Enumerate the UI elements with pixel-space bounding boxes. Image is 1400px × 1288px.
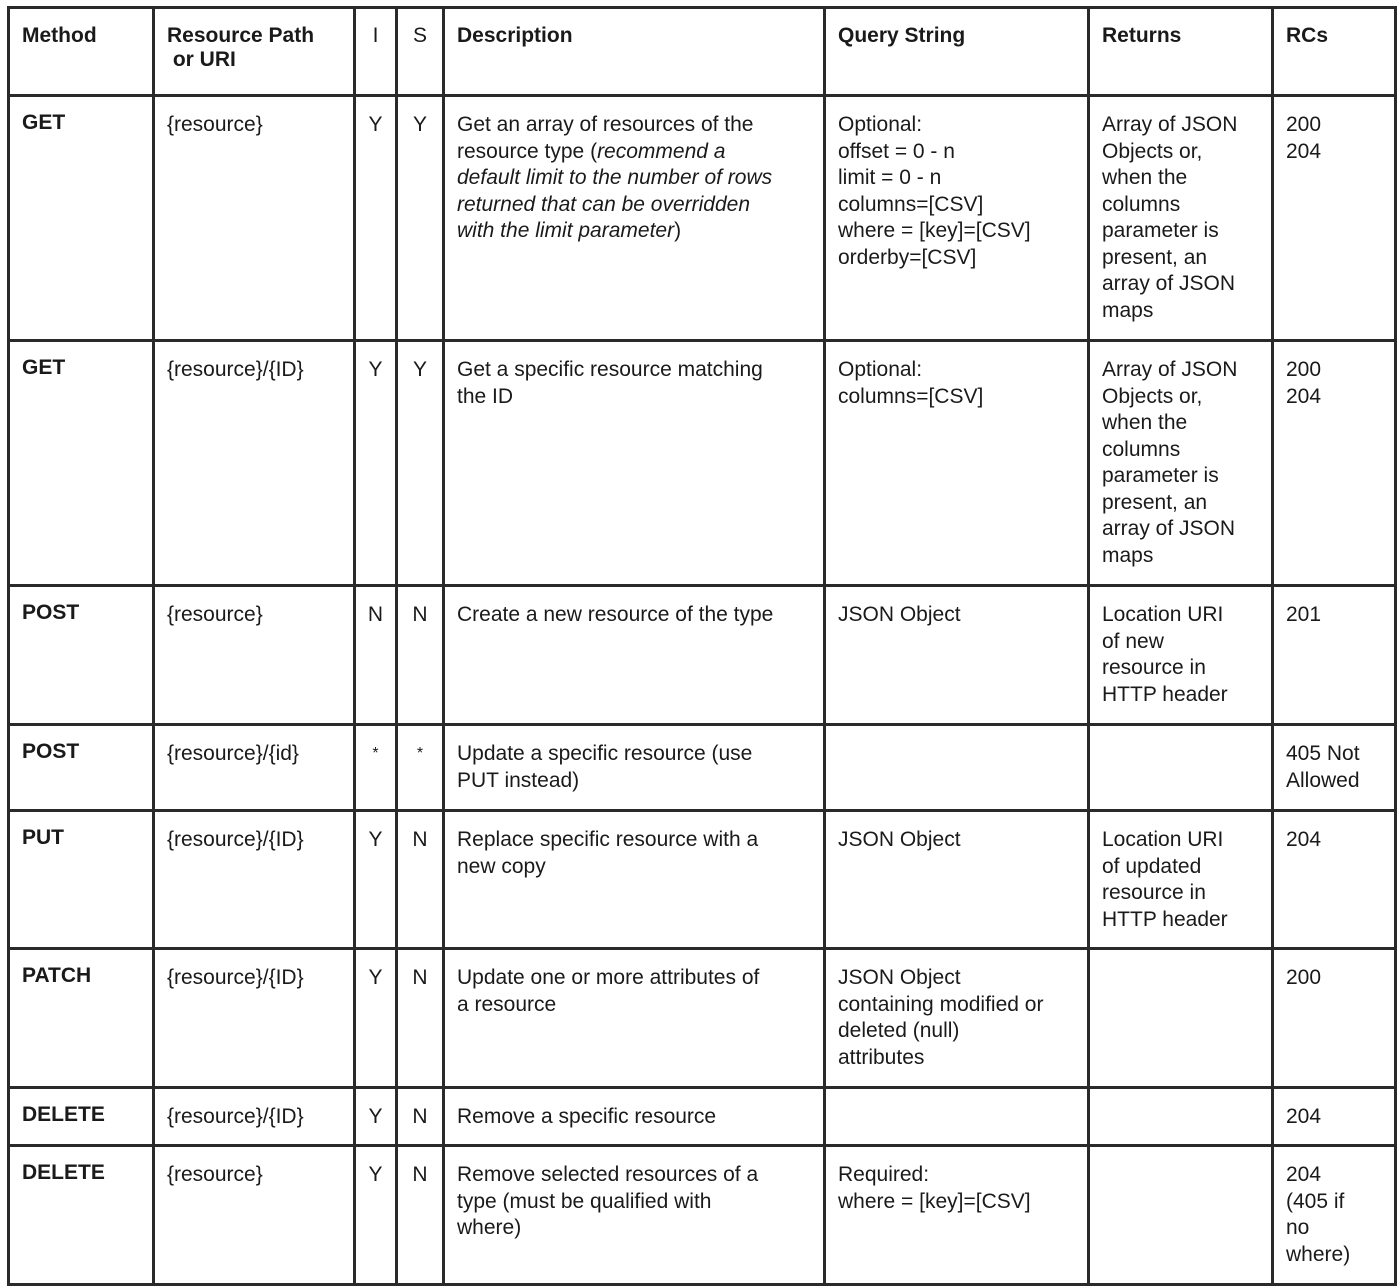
table-row: [9, 949, 1396, 1088]
query-string-line: columns=[CSV]: [838, 192, 984, 216]
query-string-cell: [825, 811, 1089, 949]
returns-line: array of JSON: [1102, 272, 1236, 295]
query-string-cell: [825, 586, 1089, 725]
safe-cell: [397, 811, 444, 949]
table-row: [9, 811, 1396, 949]
header-returns: Returns: [1089, 8, 1273, 96]
description-cell-content: [445, 97, 823, 245]
rcs-cell: [1273, 811, 1396, 949]
returns-cell: [1089, 96, 1273, 341]
rcs-cell: [1273, 1088, 1396, 1146]
description-cell: [444, 811, 825, 949]
safe-cell: [397, 586, 444, 725]
method-cell: [9, 811, 154, 949]
returns-line: of updated: [1102, 854, 1202, 878]
query-string-line: JSON Object: [838, 828, 961, 851]
description-cell: [444, 586, 825, 725]
description-line: [457, 139, 823, 166]
returns-line: Array of JSON: [1102, 113, 1238, 136]
idempotent-cell-content: Y: [368, 1163, 383, 1186]
idempotent-cell-content: Y: [368, 828, 383, 851]
returns-line: present, an: [1102, 245, 1208, 269]
query-string-line: columns=[CSV]: [838, 384, 984, 408]
safe-cell-content: N: [412, 1105, 428, 1128]
description-cell: [444, 725, 825, 811]
table-row: [9, 1088, 1396, 1146]
returns-cell: [1089, 725, 1273, 811]
safe-cell-content: Y: [412, 113, 427, 136]
description-cell-content: [445, 587, 823, 629]
idempotent-cell: [355, 949, 397, 1088]
description-line: Create a new resource of the type: [457, 603, 774, 626]
rcs-cell: [1273, 725, 1396, 811]
rcs-line: 200: [1286, 966, 1322, 989]
rcs-line: 204: [1286, 384, 1322, 408]
description-cell: [444, 96, 825, 341]
method-cell: [9, 96, 154, 341]
description-text: ): [674, 219, 682, 242]
safe-cell-content: Y: [412, 358, 427, 381]
resource-path-cell: [154, 725, 355, 811]
method-cell-content: GET: [22, 356, 66, 379]
resource-path-cell: [154, 1146, 355, 1285]
query-string-cell: [825, 725, 1089, 811]
description-cell-content: [445, 342, 823, 410]
returns-line: when the: [1102, 166, 1188, 189]
returns-line: parameter is: [1102, 464, 1219, 487]
rcs-cell: [1273, 1146, 1396, 1285]
description-line: Remove selected resources of a: [457, 1163, 759, 1186]
returns-line: Array of JSON: [1102, 358, 1238, 381]
resource-path-cell-content: {resource}: [167, 113, 263, 136]
returns-line: parameter is: [1102, 219, 1219, 242]
query-string-cell-content: [826, 342, 1087, 410]
query-string-line: deleted (null): [838, 1019, 960, 1042]
safe-cell-content: N: [412, 828, 428, 851]
idempotent-cell: [355, 1088, 397, 1146]
query-string-cell-content: [826, 950, 1087, 1071]
header-method: Method: [9, 8, 154, 96]
header-query-string: Query String: [825, 8, 1089, 96]
method-cell: [9, 341, 154, 586]
idempotent-cell: [355, 96, 397, 341]
idempotent-cell-content: *: [372, 745, 379, 762]
description-line: Remove a specific resource: [457, 1105, 717, 1128]
rcs-cell-content: [1274, 812, 1394, 854]
header-resource-path-line: or URI: [167, 48, 236, 71]
api-reference-table: [7, 6, 1397, 1286]
description-italic-text: default limit to the number of rows: [457, 166, 773, 189]
header-rcs: RCs: [1273, 8, 1396, 96]
rcs-cell-content: [1274, 342, 1394, 410]
query-string-line: Optional:: [838, 113, 923, 136]
rcs-cell: [1273, 341, 1396, 586]
rcs-line: 201: [1286, 603, 1322, 626]
method-cell-content: PUT: [22, 826, 64, 849]
resource-path-cell: [154, 96, 355, 341]
safe-cell: [397, 96, 444, 341]
description-cell: [444, 1146, 825, 1285]
method-cell-content: POST: [22, 740, 80, 763]
returns-line: when the: [1102, 411, 1188, 434]
rcs-line: Allowed: [1286, 768, 1360, 792]
query-string-line: attributes: [838, 1045, 925, 1069]
query-string-cell: [825, 96, 1089, 341]
query-string-cell: [825, 949, 1089, 1088]
resource-path-cell-content: {resource}/{ID}: [167, 1105, 304, 1128]
rcs-line: 200: [1286, 113, 1322, 136]
method-cell-content: PATCH: [22, 964, 92, 987]
query-string-line: Required:: [838, 1163, 930, 1186]
resource-path-cell-content: {resource}/{ID}: [167, 966, 304, 989]
description-line: where): [457, 1216, 522, 1239]
rcs-cell-content: [1274, 1089, 1394, 1131]
query-string-cell: [825, 341, 1089, 586]
rcs-line: 204: [1286, 1163, 1322, 1186]
rcs-line: 200: [1286, 358, 1322, 381]
safe-cell-content: N: [412, 603, 428, 626]
rcs-line: 405 Not: [1286, 742, 1360, 765]
description-line: a resource: [457, 992, 557, 1016]
description-line: Replace specific resource with a: [457, 828, 759, 851]
description-cell-content: [445, 726, 823, 794]
returns-line: maps: [1102, 298, 1154, 322]
returns-line: resource in: [1102, 881, 1206, 904]
description-cell-content: [445, 1147, 823, 1242]
rcs-cell: [1273, 586, 1396, 725]
idempotent-cell-content: Y: [368, 1105, 383, 1128]
returns-line: HTTP header: [1102, 682, 1228, 706]
query-string-cell-content: [826, 97, 1087, 271]
header-i: I: [355, 8, 397, 96]
description-line: Get an array of resources of the: [457, 113, 754, 136]
rcs-line: (405 if: [1286, 1189, 1345, 1213]
description-line: new copy: [457, 854, 546, 878]
returns-cell: [1089, 949, 1273, 1088]
rcs-line: 204: [1286, 1105, 1322, 1128]
table-row: [9, 96, 1396, 341]
returns-cell-content: [1090, 812, 1271, 933]
resource-path-cell-content: {resource}/{ID}: [167, 828, 304, 851]
safe-cell-content: N: [412, 1163, 428, 1186]
rcs-cell-content: [1274, 726, 1394, 794]
returns-line: Location URI: [1102, 828, 1224, 851]
table-row: [9, 725, 1396, 811]
query-string-cell: [825, 1146, 1089, 1285]
query-string-line: orderby=[CSV]: [838, 245, 977, 269]
query-string-line: JSON Object: [838, 966, 961, 989]
description-line: Update one or more attributes of: [457, 966, 760, 989]
idempotent-cell-content: Y: [368, 966, 383, 989]
query-string-cell: [825, 1088, 1089, 1146]
safe-cell: [397, 725, 444, 811]
idempotent-cell-content: N: [367, 603, 384, 626]
description-cell-content: [445, 812, 823, 880]
method-cell: [9, 949, 154, 1088]
idempotent-cell-content: Y: [368, 113, 383, 136]
returns-line: HTTP header: [1102, 907, 1228, 931]
header-resource-path-label: [155, 9, 353, 72]
idempotent-cell-content: Y: [368, 358, 383, 381]
returns-line: present, an: [1102, 490, 1208, 514]
description-cell: [444, 1088, 825, 1146]
query-string-cell-content: [826, 1089, 1087, 1104]
rcs-line: no: [1286, 1216, 1310, 1239]
idempotent-cell: [355, 725, 397, 811]
query-string-line: JSON Object: [838, 603, 961, 626]
description-line: [457, 165, 823, 192]
resource-path-cell-content: {resource}/{ID}: [167, 358, 304, 381]
method-cell: [9, 1088, 154, 1146]
safe-cell: [397, 949, 444, 1088]
idempotent-cell: [355, 586, 397, 725]
query-string-cell-content: [826, 726, 1087, 741]
returns-cell: [1089, 586, 1273, 725]
returns-line: columns: [1102, 192, 1181, 216]
header-row: [9, 8, 1396, 96]
rcs-line: where): [1286, 1242, 1351, 1266]
returns-line: Objects or,: [1102, 139, 1203, 163]
description-text: resource type (: [457, 139, 598, 163]
resource-path-cell: [154, 949, 355, 1088]
returns-line: of new: [1102, 629, 1164, 653]
returns-line: maps: [1102, 543, 1154, 567]
resource-path-cell-content: {resource}/{id}: [167, 742, 299, 765]
method-cell-content: GET: [22, 111, 66, 134]
query-string-cell-content: [826, 587, 1087, 629]
rcs-cell: [1273, 949, 1396, 1088]
query-string-line: Optional:: [838, 358, 923, 381]
returns-line: Objects or,: [1102, 384, 1203, 408]
rcs-line: 204: [1286, 139, 1322, 163]
table-body: [9, 96, 1396, 1285]
resource-path-cell-content: {resource}: [167, 603, 263, 626]
returns-cell-content: [1090, 1089, 1271, 1104]
query-string-cell-content: [826, 812, 1087, 854]
idempotent-cell: [355, 341, 397, 586]
returns-cell-content: [1090, 1147, 1271, 1162]
table-row: [9, 341, 1396, 586]
returns-cell-content: [1090, 587, 1271, 708]
description-italic-text: with the limit parameter: [457, 219, 675, 242]
safe-cell: [397, 1146, 444, 1285]
query-string-line: limit = 0 - n: [838, 166, 942, 189]
description-line: type (must be qualified with: [457, 1189, 712, 1213]
description-line: Get a specific resource matching: [457, 358, 763, 381]
rcs-cell-content: [1274, 950, 1394, 992]
table-row: [9, 586, 1396, 725]
returns-line: Location URI: [1102, 603, 1224, 626]
header-s: S: [397, 8, 444, 96]
safe-cell-content: N: [412, 966, 428, 989]
idempotent-cell: [355, 811, 397, 949]
rcs-cell-content: [1274, 97, 1394, 165]
description-line: PUT instead): [457, 768, 580, 792]
idempotent-cell: [355, 1146, 397, 1285]
header-description: Description: [444, 8, 825, 96]
rcs-cell-content: [1274, 587, 1394, 629]
description-cell-content: [445, 950, 823, 1018]
description-line: [457, 192, 823, 219]
returns-line: columns: [1102, 437, 1181, 461]
query-string-line: offset = 0 - n: [838, 139, 955, 163]
returns-line: array of JSON: [1102, 517, 1236, 540]
returns-cell-content: [1090, 97, 1271, 324]
description-cell: [444, 949, 825, 1088]
resource-path-cell: [154, 586, 355, 725]
returns-cell-content: [1090, 950, 1271, 965]
method-cell-content: POST: [22, 601, 80, 624]
returns-line: resource in: [1102, 656, 1206, 679]
method-cell: [9, 586, 154, 725]
description-cell: [444, 341, 825, 586]
description-italic-text: recommend a: [597, 139, 726, 163]
header-resource-path-line: Resource Path: [167, 24, 315, 47]
resource-path-cell: [154, 341, 355, 586]
rcs-cell: [1273, 96, 1396, 341]
returns-cell-content: [1090, 342, 1271, 569]
table-row: [9, 1146, 1396, 1285]
returns-cell: [1089, 1088, 1273, 1146]
query-string-line: where = [key]=[CSV]: [838, 1189, 1031, 1213]
query-string-cell-content: [826, 1147, 1087, 1215]
description-line: Update a specific resource (use: [457, 742, 753, 765]
query-string-line: where = [key]=[CSV]: [838, 219, 1031, 242]
returns-cell: [1089, 811, 1273, 949]
returns-cell-content: [1090, 726, 1271, 741]
resource-path-cell: [154, 811, 355, 949]
resource-path-cell-content: {resource}: [167, 1163, 263, 1186]
description-italic-text: returned that can be overridden: [457, 192, 751, 216]
returns-cell: [1089, 341, 1273, 586]
description-cell-content: [445, 1089, 823, 1131]
returns-cell: [1089, 1146, 1273, 1285]
method-cell: [9, 1146, 154, 1285]
safe-cell-content: *: [416, 745, 424, 762]
query-string-line: containing modified or: [838, 992, 1044, 1016]
method-cell-content: DELETE: [22, 1103, 105, 1126]
resource-path-cell: [154, 1088, 355, 1146]
safe-cell: [397, 341, 444, 586]
method-cell: [9, 725, 154, 811]
method-cell-content: DELETE: [22, 1161, 105, 1184]
safe-cell: [397, 1088, 444, 1146]
description-line: the ID: [457, 384, 514, 408]
description-line: [457, 218, 823, 245]
header-resource-path: [154, 8, 355, 96]
rcs-line: 204: [1286, 828, 1322, 851]
rcs-cell-content: [1274, 1147, 1394, 1268]
